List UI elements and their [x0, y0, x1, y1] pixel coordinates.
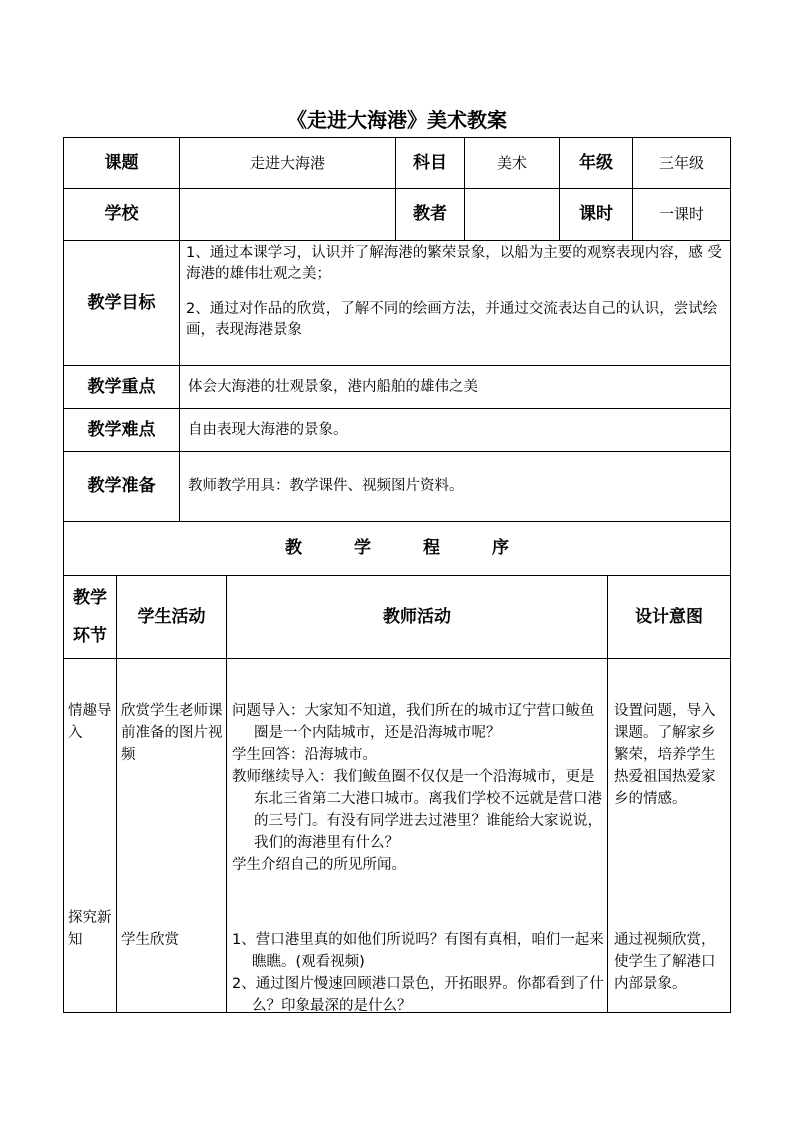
procedure-heading — [64, 522, 730, 575]
intent-cell: 通过视频欣赏，使学生了解港口内部景象。 — [614, 932, 716, 992]
goal-item-2: 2、通过对作品的欣赏，了解不同的绘画方法，并通过交流表达自己的认识，尝试绘画，表现海港景象 — [186, 301, 718, 338]
school-label: 学校 — [104, 204, 139, 224]
goal-item-1: 1、通过本课学习，认识并了解海港的繁荣景象，以船为主要的观察表现内容，感 受海港的雄伟壮观之美； — [186, 245, 722, 282]
row-divider — [63, 658, 731, 659]
col-header-intent: 设计意图 — [635, 606, 703, 627]
teacher-activity-line: 2、通过图片慢速回顾港口景色，开拓眼界。你都看到了什么？印象最深的是什么？ — [232, 976, 604, 1014]
goals-label: 教学目标 — [87, 292, 156, 313]
key-point-value: 体会大海港的壮观景象，港内船舶的雄伟之美 — [188, 378, 478, 395]
subject-value: 美术 — [496, 153, 527, 172]
teacher-activity-cell — [232, 929, 604, 1017]
subject-label: 科目 — [413, 152, 447, 173]
period-label: 课时 — [579, 204, 613, 224]
stage-cell: 探究新知 — [68, 910, 112, 948]
teacher-value — [465, 189, 559, 240]
stage-cell: 情趣导入 — [68, 703, 112, 741]
intent-cell: 设置问题，导入课题。了解家乡繁荣，培养学生热爱祖国热爱家乡的情感。 — [614, 703, 716, 807]
col-header-stage-line1: 教学 — [73, 588, 107, 608]
teacher-activity-cell — [232, 700, 604, 876]
col-header-student: 学生活动 — [137, 606, 206, 627]
teacher-activity-line: 问题导入：大家知不知道，我们所在的城市辽宁营口鲅鱼圈是一个内陆城市，还是沿海城市呢？ — [232, 703, 595, 741]
key-point-label: 教学重点 — [87, 376, 156, 397]
teacher-activity-line: 教师继续导入：我们鲅鱼圈不仅仅是一个沿海城市，更是东北三省第二大港口城市。离我们学校不远就是营口港的三号门。有没有同学进去过港里？谁能给大家说说，我们的海港里有什么？ — [232, 769, 602, 851]
difficulty-value: 自由表现大海港的景象。 — [188, 421, 348, 438]
difficulty-label: 教学难点 — [87, 419, 156, 440]
teacher-activity-line: 学生介绍自己的所见所闻。 — [232, 857, 406, 873]
procedure-heading-char: 程 — [423, 538, 440, 558]
period-value: 一课时 — [658, 205, 704, 223]
grade-value: 三年级 — [658, 153, 704, 172]
document-title: 《走进大海港》美术教案 — [287, 108, 507, 132]
col-header-stage-line2: 环节 — [73, 626, 107, 646]
preparation-value: 教师教学用具：教学课件、视频图片资料。 — [188, 478, 464, 494]
goals-content — [186, 243, 726, 363]
student-activity-cell: 欣赏学生老师课前准备的图片视频 — [121, 703, 223, 763]
topic-value: 走进大海港 — [249, 153, 325, 172]
teacher-activity-line: 学生回答：沿海城市。 — [232, 747, 377, 763]
school-value — [180, 189, 395, 240]
col-header-teacher: 教师活动 — [383, 606, 451, 627]
grade-label: 年级 — [579, 152, 613, 173]
student-activity-cell: 学生欣赏 — [121, 932, 179, 948]
teacher-activity-line: 1、营口港里真的如他们所说吗？有图有真相，咱们一起来瞧瞧。(观看视频) — [232, 932, 604, 970]
procedure-heading-char: 序 — [492, 538, 509, 558]
procedure-heading-char: 学 — [354, 538, 371, 558]
procedure-heading-char: 教 — [285, 538, 302, 558]
teacher-label: 教者 — [413, 204, 447, 224]
preparation-label: 教学准备 — [87, 476, 156, 496]
topic-label: 课题 — [104, 152, 139, 173]
col-header-stage — [64, 576, 116, 658]
